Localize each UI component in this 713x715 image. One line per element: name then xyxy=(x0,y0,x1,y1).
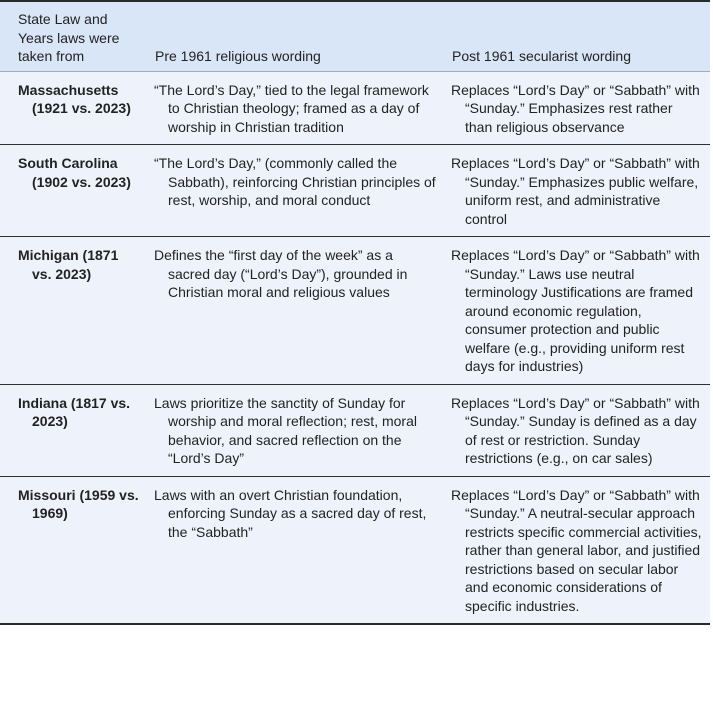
pre-1961-text: Laws with an overt Christian foundation, enforcing Sunday as a sacred day of rest, the “Sabbath” xyxy=(154,486,427,540)
state-cell xyxy=(0,237,147,385)
pre-1961-text: “The Lord’s Day,” tied to the legal framework to Christian theology; framed as a day of worship in Christian tradition xyxy=(154,81,429,135)
pre-1961-cell xyxy=(147,384,444,476)
table-body xyxy=(0,71,710,624)
pre-1961-cell xyxy=(147,237,444,385)
post-1961-cell xyxy=(444,71,710,145)
table-row-south-carolina xyxy=(0,145,710,237)
header-state-law-years: State Law and Years laws were taken from xyxy=(0,1,147,71)
pre-1961-cell xyxy=(147,476,444,624)
post-1961-text: Replaces “Lord’s Day” or “Sabbath” with “Sunday.” Emphasizes rest rather than religious observance xyxy=(451,81,700,135)
post-1961-cell xyxy=(444,237,710,385)
post-1961-text: Replaces “Lord’s Day” or “Sabbath” with “Sunday.” Emphasizes public welfare, uniform rest, and administrative control xyxy=(451,155,700,227)
post-1961-text: Replaces “Lord’s Day” or “Sabbath” with “Sunday.” Laws use neutral terminology Justifications are framed around economic regulation, consumer protection and public welfare (e.g., providing uniform rest days for industries) xyxy=(451,247,700,374)
table-header xyxy=(0,1,710,71)
state-name: South Carolina (1902 vs. 2023) xyxy=(18,155,131,190)
pre-1961-text: Defines the “first day of the week” as a sacred day (“Lord’s Day”), grounded in Christian moral and religious values xyxy=(154,247,408,300)
post-1961-cell xyxy=(444,145,710,237)
pre-1961-text: “The Lord’s Day,” (commonly called the Sabbath), reinforcing Christian principles of rest, worship, and moral conduct xyxy=(154,155,436,208)
post-1961-cell xyxy=(444,384,710,476)
post-1961-text: Replaces “Lord’s Day” or “Sabbath” with “Sunday.” Sunday is defined as a day of rest or restriction. Sunday restrictions (e.g., on car sales) xyxy=(451,394,700,466)
table-row-indiana xyxy=(0,384,710,476)
pre-1961-cell xyxy=(147,145,444,237)
pre-1961-cell xyxy=(147,71,444,145)
pre-1961-text: Laws prioritize the sanctity of Sunday for worship and moral reflection; rest, moral behavior, and sacred reflection on the “Lord’s Day” xyxy=(154,394,417,466)
header-post-1961-wording: Post 1961 secularist wording xyxy=(444,1,710,71)
state-cell xyxy=(0,384,147,476)
state-name: Michigan (1871 vs. 2023) xyxy=(18,247,119,282)
state-name: Massachusetts (1921 vs. 2023) xyxy=(18,81,131,116)
header-pre-1961-wording: Pre 1961 religious wording xyxy=(147,1,444,71)
state-name: Missouri (1959 vs. 1969) xyxy=(18,486,139,521)
post-1961-cell xyxy=(444,476,710,624)
state-cell xyxy=(0,476,147,624)
state-cell xyxy=(0,145,147,237)
header-row xyxy=(0,1,710,71)
table-row-michigan xyxy=(0,237,710,385)
state-name: Indiana (1817 vs. 2023) xyxy=(18,394,131,429)
table-row-missouri xyxy=(0,476,710,624)
state-cell xyxy=(0,71,147,145)
post-1961-text: Replaces “Lord’s Day” or “Sabbath” with “Sunday.” A neutral-secular approach restricts specific commercial activities, rather than general labor, and justified restrictions based on secular labor and economic considerations of specific industries. xyxy=(451,486,702,614)
table-row-massachusetts xyxy=(0,71,710,145)
